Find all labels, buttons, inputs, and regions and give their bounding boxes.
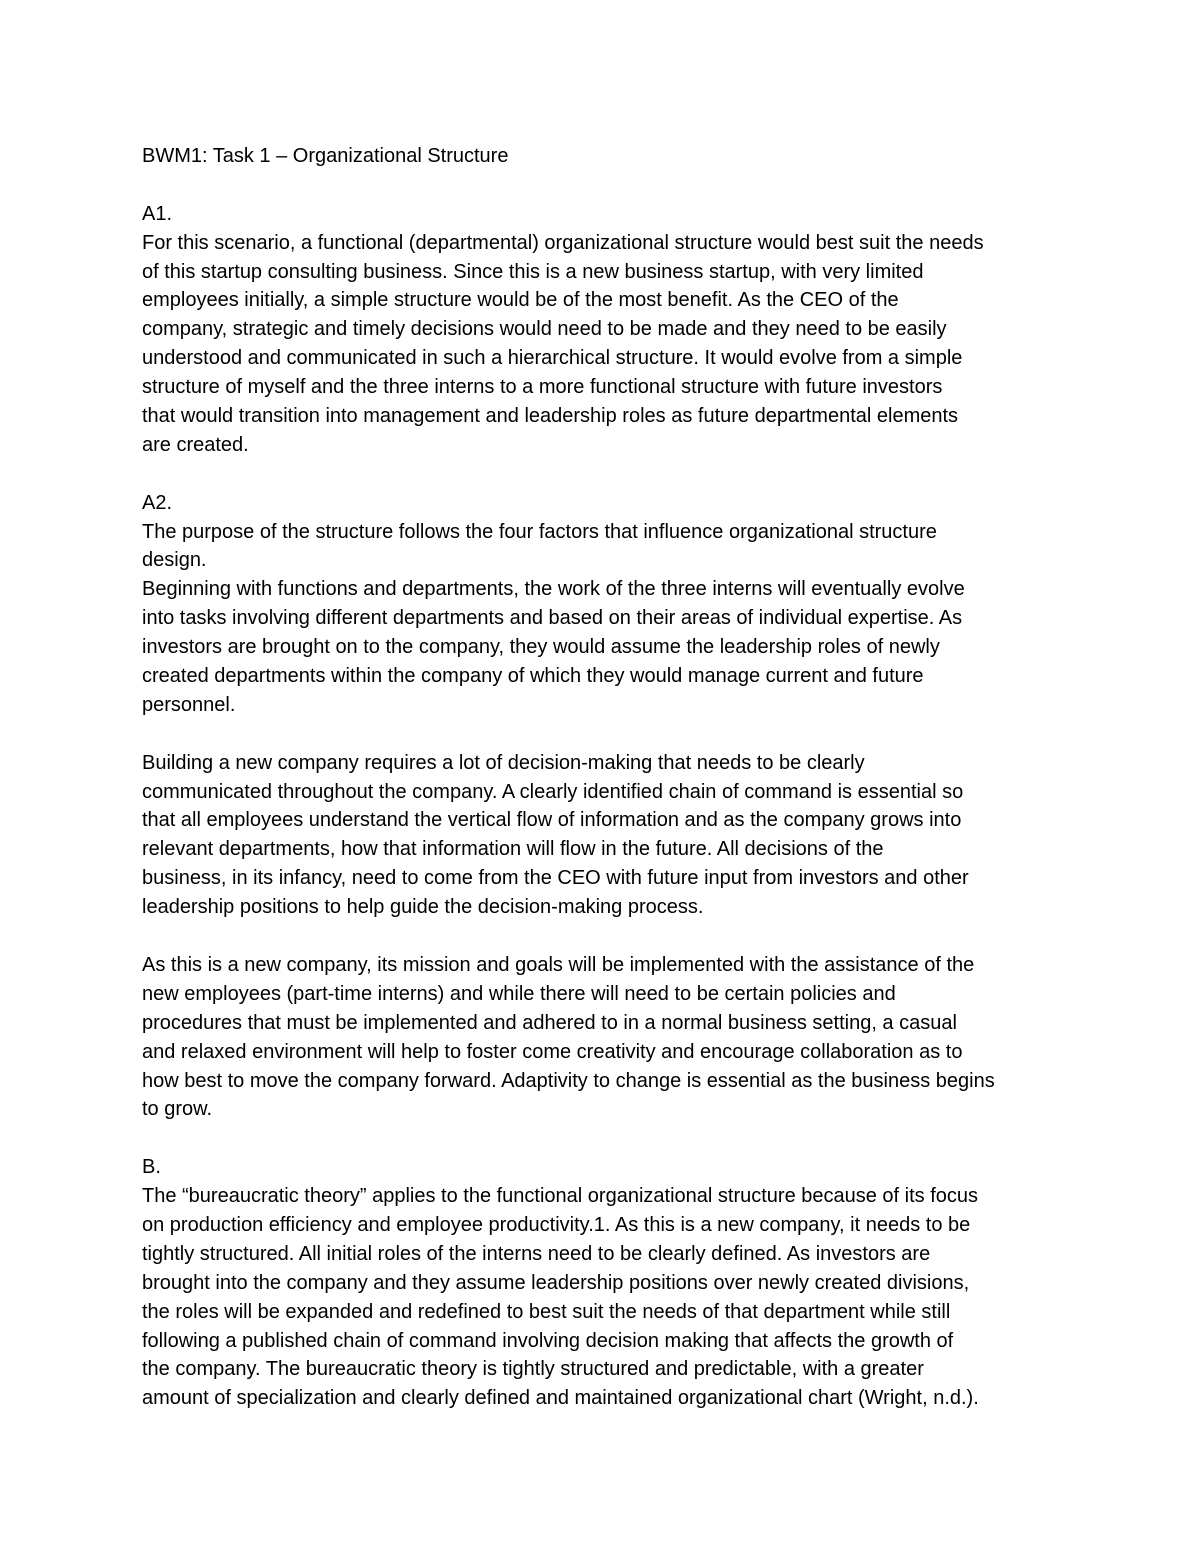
paragraph-line: communicated throughout the company. A clearly identified chain of command is essential so (142, 780, 964, 803)
paragraph-line: investors are brought on to the company, they would assume the leadership roles of newly (142, 636, 940, 659)
paragraph-line: procedures that must be implemented and adhered to in a normal business setting, a casual (142, 1011, 957, 1034)
paragraph-line: For this scenario, a functional (departmental) organizational structure would best suit the needs (142, 231, 984, 254)
paragraph-line: understood and communicated in such a hierarchical structure. It would evolve from a simple (142, 347, 963, 370)
document-page (142, 142, 1072, 1413)
paragraph-line: on production efficiency and employee productivity.1. As this is a new company, it needs to be (142, 1213, 971, 1236)
paragraph-line: new employees (part-time interns) and while there will need to be certain policies and (142, 982, 896, 1005)
section-heading-a1: A1. (142, 202, 173, 225)
paragraph-line: brought into the company and they assume leadership positions over newly created divisions, (142, 1271, 970, 1294)
paragraph-line: relevant departments, how that information will flow in the future. All decisions of the (142, 838, 884, 861)
paragraph-a2-3 (142, 951, 1072, 1124)
paragraph-line: leadership positions to help guide the decision-making process. (142, 896, 704, 919)
paragraph-b-1 (142, 1182, 1072, 1413)
paragraph-line: personnel. (142, 693, 236, 716)
paragraph-line: into tasks involving different departments and based on their areas of individual expertise. As (142, 607, 963, 630)
paragraph-a2-2 (142, 749, 1072, 922)
paragraph-line: created departments within the company of which they would manage current and future (142, 665, 924, 688)
paragraph-line: and relaxed environment will help to foster come creativity and encourage collaboration as to (142, 1040, 963, 1063)
paragraph-line: amount of specialization and clearly defined and maintained organizational chart (Wright, n.d.). (142, 1387, 979, 1410)
paragraph-line: company, strategic and timely decisions would need to be made and they need to be easily (142, 318, 947, 341)
paragraph-line: of this startup consulting business. Since this is a new business startup, with very limited (142, 260, 924, 283)
paragraph-line: are created. (142, 433, 249, 456)
paragraph-line: to grow. (142, 1098, 213, 1121)
paragraph-a2-1 (142, 518, 1072, 720)
paragraph-line: As this is a new company, its mission and goals will be implemented with the assistance of the (142, 953, 975, 976)
paragraph-line: how best to move the company forward. Adaptivity to change is essential as the business begins (142, 1069, 995, 1092)
paragraph-line: business, in its infancy, need to come from the CEO with future input from investors and other (142, 867, 969, 890)
paragraph-line: The “bureaucratic theory” applies to the functional organizational structure because of its focus (142, 1185, 979, 1208)
paragraph-a1-1 (142, 229, 1072, 460)
paragraph-line: following a published chain of command involving decision making that affects the growth of (142, 1329, 954, 1352)
paragraph-line: The purpose of the structure follows the four factors that influence organizational structure (142, 520, 937, 543)
paragraph-line: the roles will be expanded and redefined to best suit the needs of that department while still (142, 1300, 951, 1323)
spacer (142, 171, 1072, 200)
paragraph-line: Building a new company requires a lot of decision-making that needs to be clearly (142, 751, 865, 774)
paragraph-line: the company. The bureaucratic theory is tightly structured and predictable, with a greater (142, 1358, 924, 1381)
spacer (142, 922, 1072, 951)
paragraph-line: tightly structured. All initial roles of the interns need to be clearly defined. As investors are (142, 1242, 931, 1265)
spacer (142, 720, 1072, 749)
paragraph-line: employees initially, a simple structure would be of the most benefit. As the CEO of the (142, 289, 899, 312)
paragraph-line: structure of myself and the three interns to a more functional structure with future investors (142, 376, 943, 399)
paragraph-line: design. (142, 549, 207, 572)
section-heading-b: B. (142, 1156, 161, 1179)
section-heading-a2: A2. (142, 491, 173, 514)
paragraph-line: that would transition into management and leadership roles as future departmental elements (142, 405, 959, 428)
document-title: BWM1: Task 1 – Organizational Structure (142, 145, 509, 167)
paragraph-line: that all employees understand the vertical flow of information and as the company grows into (142, 809, 962, 832)
spacer (142, 1124, 1072, 1153)
spacer (142, 460, 1072, 489)
paragraph-line: Beginning with functions and departments, the work of the three interns will eventually evolve (142, 578, 965, 601)
